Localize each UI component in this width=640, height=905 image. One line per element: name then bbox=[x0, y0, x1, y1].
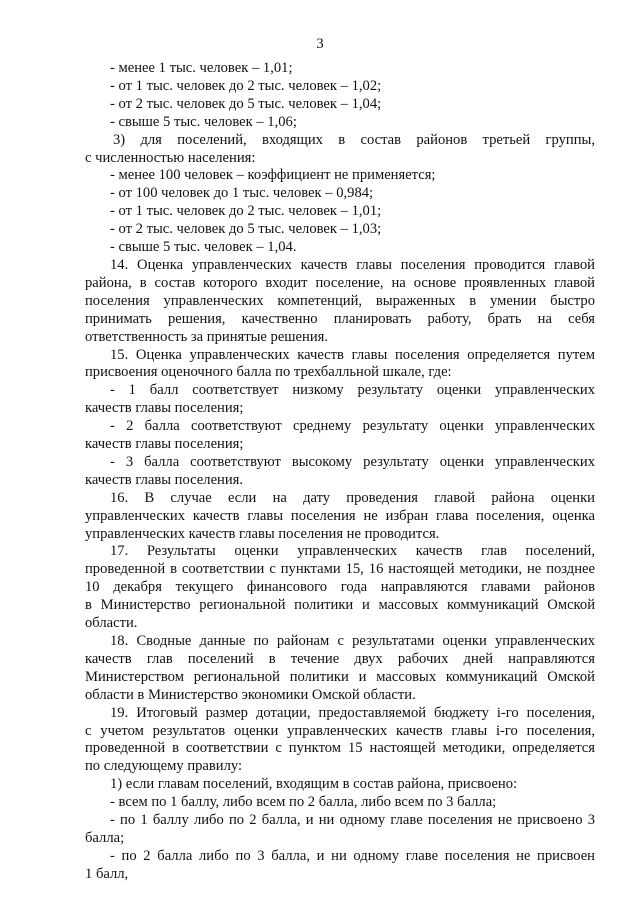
text-line: проведенной в соответствии с пунктом 15 настоящей методики, определяется bbox=[85, 740, 595, 757]
text-line: - 2 балла соответствуют среднему результату оценки управленческих bbox=[110, 418, 595, 435]
text-line: по следующему правилу: bbox=[85, 758, 243, 775]
text-line: - всем по 1 баллу, либо всем по 2 балла, либо всем по 3 балла; bbox=[110, 794, 497, 811]
text-line: 19. Итоговый размер дотации, предоставляемой бюджету i-го поселения, bbox=[110, 704, 595, 721]
text-line: в Министерство региональной политики и массовых коммуникаций Омской bbox=[85, 597, 595, 614]
text-line: - по 1 баллу либо по 2 балла, и ни одному главе поселения не присвоено 3 bbox=[110, 812, 595, 829]
text-line: - свыше 5 тыс. человек – 1,06; bbox=[110, 113, 297, 130]
text-line: балла; bbox=[85, 829, 125, 846]
text-line: 15. Оценка управленческих качеств главы поселения определяется путем bbox=[110, 346, 595, 363]
text-line: - менее 1 тыс. человек – 1,01; bbox=[110, 60, 293, 76]
text-line: 16. В случае если на дату проведения главой района оценки bbox=[110, 489, 595, 506]
text-line: 14. Оценка управленческих качеств главы поселения проводится главой bbox=[110, 256, 595, 273]
text-line: - менее 100 человек – коэффициент не применяется; bbox=[110, 167, 436, 184]
text-line: качеств главы поселения; bbox=[85, 436, 244, 453]
text-line: - 3 балла соответствуют высокому результату оценки управленческих bbox=[110, 453, 595, 470]
page-number: 3 bbox=[316, 36, 324, 52]
text-line: с численностью населения: bbox=[85, 149, 256, 166]
text-line: ответственность за принятые решения. bbox=[85, 328, 329, 345]
text-line: области в Министерство экономики Омской области. bbox=[85, 686, 416, 703]
text-line: принимать решения, качественно планировать работу, брать на себя bbox=[85, 310, 595, 327]
text-line: - свыше 5 тыс. человек – 1,04. bbox=[110, 239, 297, 256]
text-line: - 1 балл соответствует низкому результату оценки управленческих bbox=[110, 382, 595, 399]
text-line: - от 1 тыс. человек до 2 тыс. человек – 1,01; bbox=[110, 203, 382, 220]
text-line: присвоения оценочного балла по трехбалльной шкале, где: bbox=[85, 364, 452, 381]
text-line: - по 2 балла либо по 3 балла, и ни одному главе поселения не присвоен bbox=[110, 847, 595, 864]
text-line: района, в состав которого входит поселение, на основе проявленных главой bbox=[85, 274, 595, 291]
text-line: 10 декабря текущего финансового года направляются главами районов bbox=[85, 579, 595, 596]
document-body bbox=[85, 60, 595, 884]
text-line: - от 1 тыс. человек до 2 тыс. человек – 1,02; bbox=[110, 77, 382, 94]
text-line: 1) если главам поселений, входящим в состав района, присвоено: bbox=[110, 776, 518, 793]
text-line: управленческих качеств главы поселения не проводится. bbox=[85, 525, 440, 542]
text-line: проведенной в соответствии с пунктами 15, 16 настоящей методики, не позднее bbox=[85, 561, 595, 578]
text-line: качеств глав поселений в течение двух рабочих дней направляются bbox=[85, 650, 595, 667]
text-line: 3) для поселений, входящих в состав районов третьей группы, bbox=[113, 131, 595, 148]
text-line: управленческих качеств главы поселения не избран глава поселения, оценка bbox=[85, 507, 595, 524]
text-line: области. bbox=[85, 615, 138, 632]
text-line: качеств главы поселения; bbox=[85, 400, 244, 417]
text-line: - от 2 тыс. человек до 5 тыс. человек – 1,04; bbox=[110, 95, 382, 112]
text-line: качеств главы поселения. bbox=[85, 471, 244, 488]
text-line: - от 100 человек до 1 тыс. человек – 0,984; bbox=[110, 185, 374, 202]
text-line: - от 2 тыс. человек до 5 тыс. человек – 1,03; bbox=[110, 221, 382, 238]
text-line: 17. Результаты оценки управленческих качеств глав поселений, bbox=[110, 543, 595, 560]
text-line: поселения управленческих компетенций, выраженных в умении быстро bbox=[85, 292, 595, 309]
text-line: 1 балл, bbox=[85, 865, 129, 882]
text-line: 18. Сводные данные по районам с результатами оценки управленческих bbox=[110, 633, 595, 649]
text-line: с учетом результатов оценки управленческих качеств главы i-го поселения, bbox=[85, 722, 595, 739]
text-line: Министерством региональной политики и массовых коммуникаций Омской bbox=[85, 668, 595, 685]
